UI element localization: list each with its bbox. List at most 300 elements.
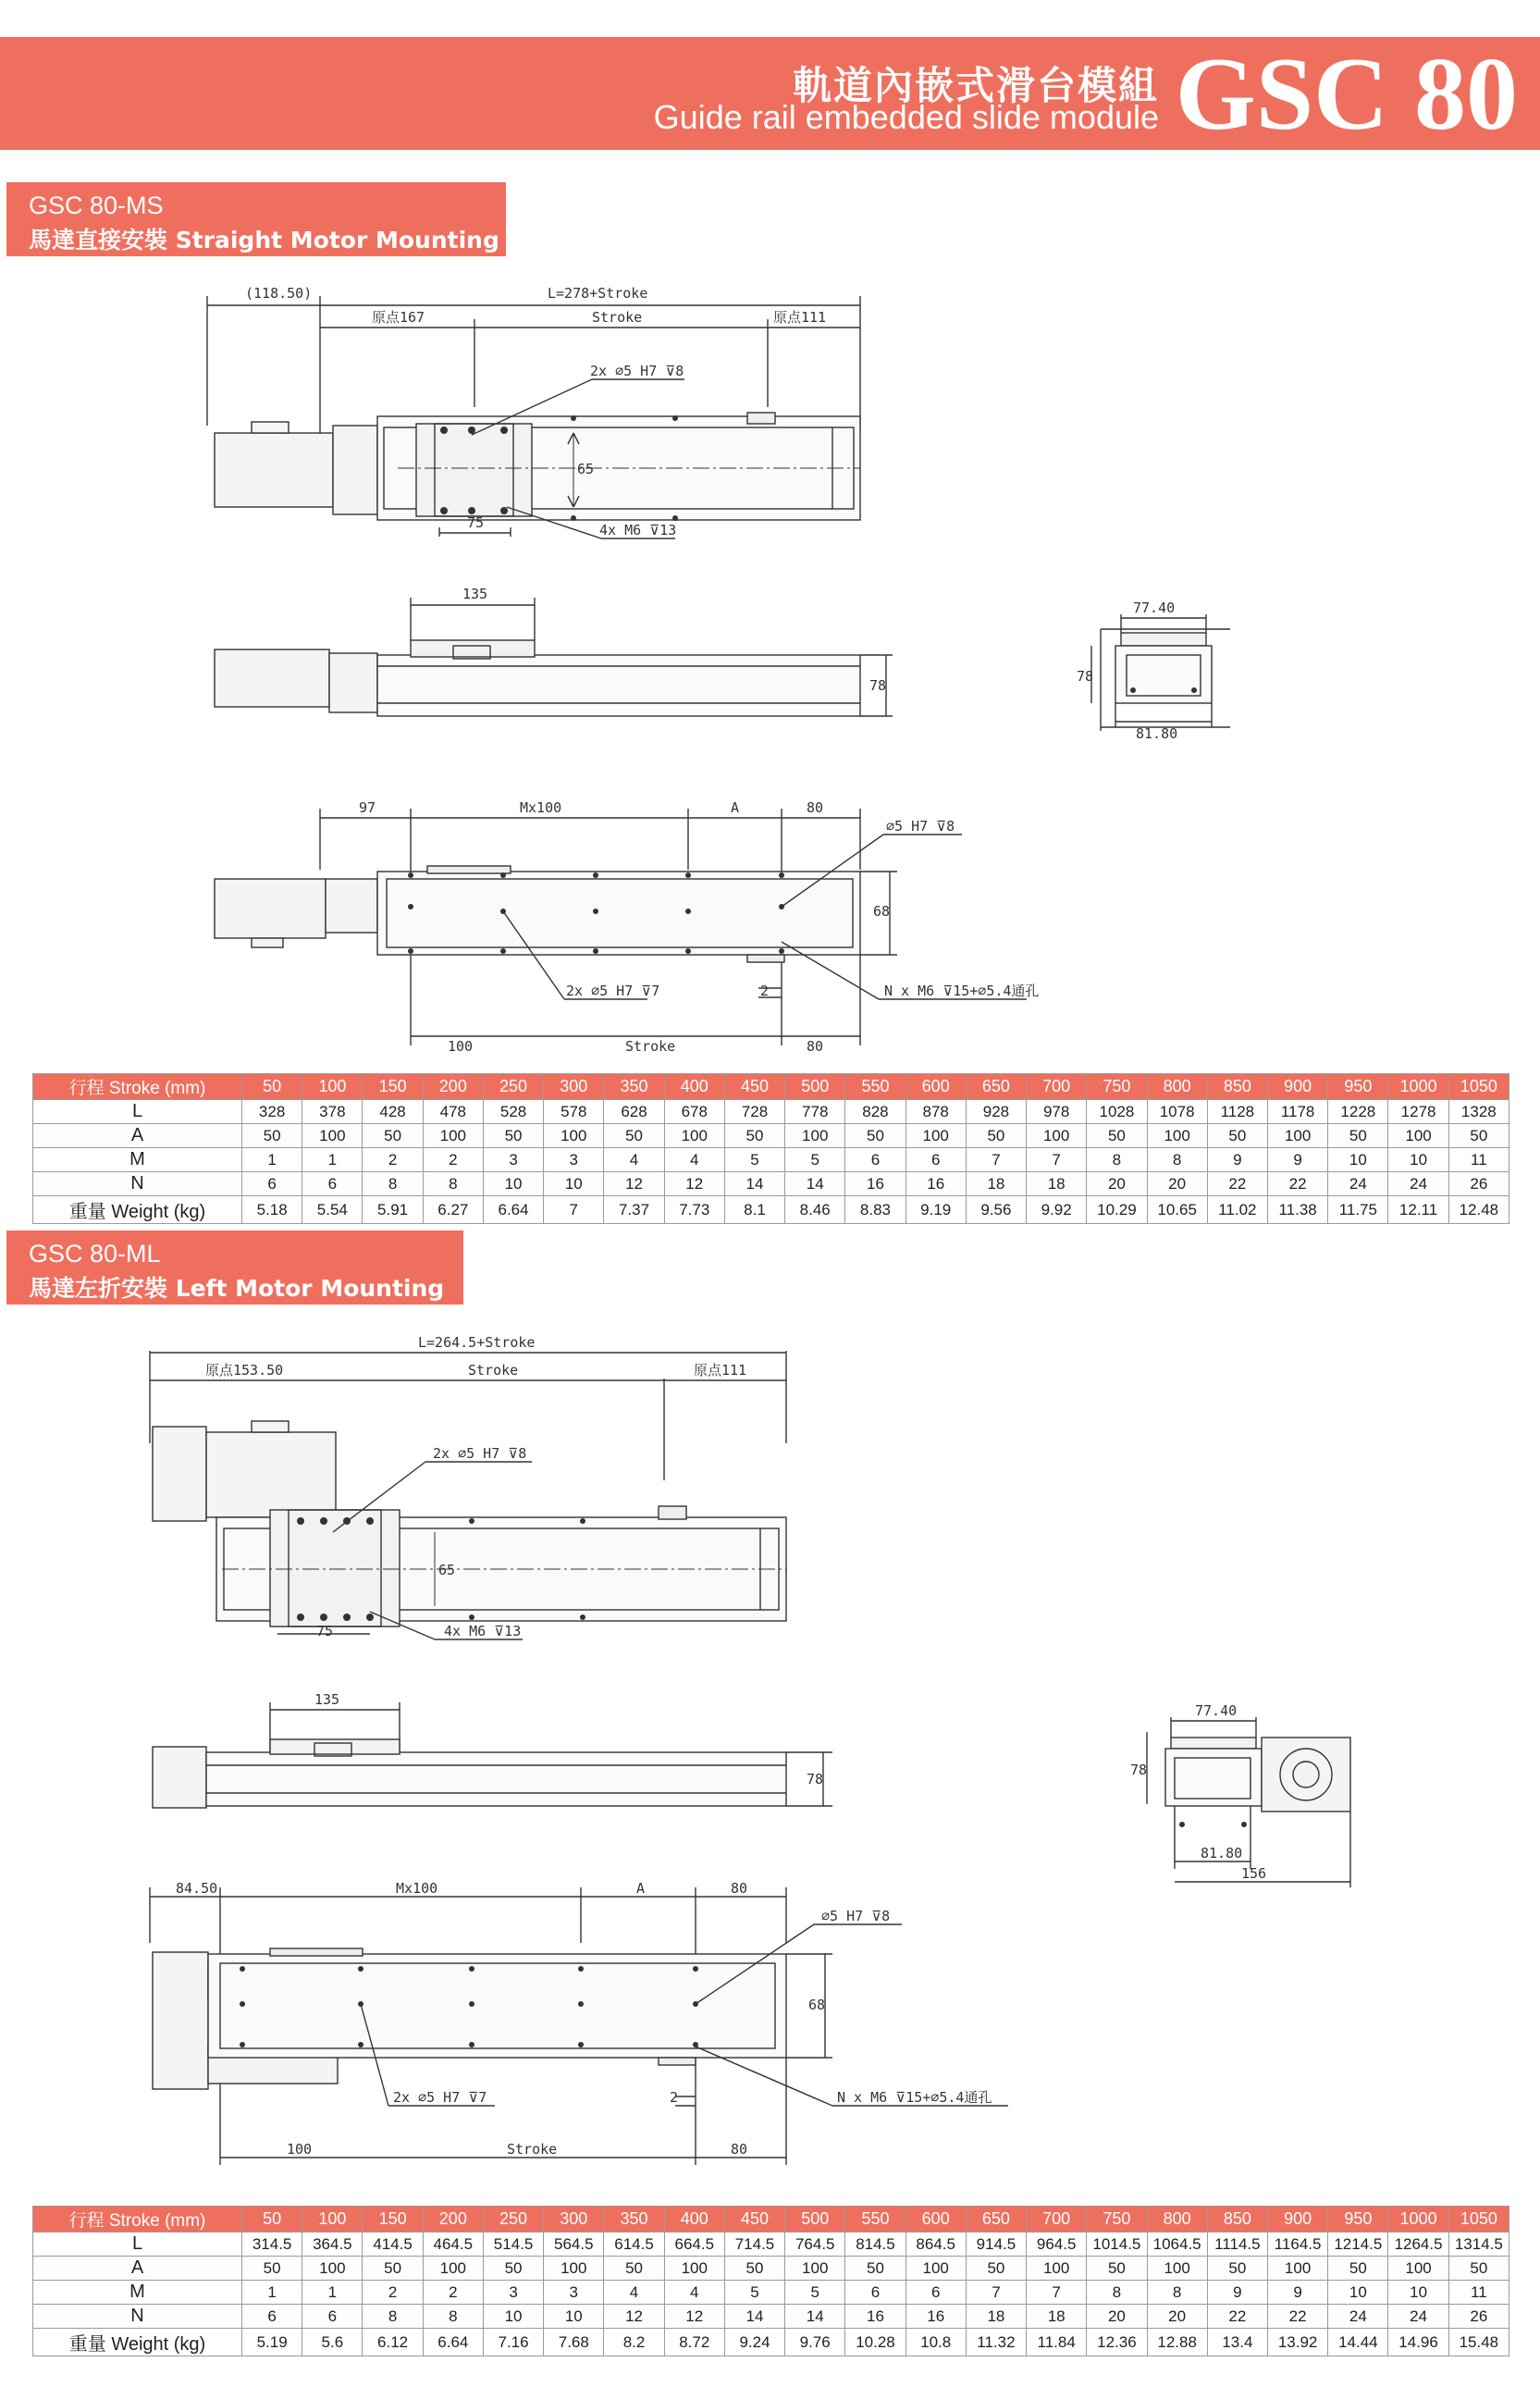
table-head-stroke: 1000 [1388, 2207, 1448, 2232]
s2-dim-hole-bottom: 4x M6 ⊽13 [444, 1623, 522, 1639]
table-cell: 10.8 [906, 2329, 966, 2356]
table-cell: 728 [724, 1100, 784, 1124]
table-cell: 7.73 [664, 1196, 724, 1224]
table-head-stroke: 250 [483, 1074, 543, 1100]
table-cell: 10 [1388, 1148, 1448, 1172]
table-cell: 50 [845, 2257, 906, 2281]
table-cell: 8 [363, 2305, 423, 2329]
table-cell: 24 [1328, 1172, 1388, 1196]
table-cell: 2 [423, 2281, 483, 2305]
table-head-stroke: 500 [785, 2207, 845, 2232]
table-cell: 1028 [1087, 1100, 1147, 1124]
s1-dim-mx100: Mx100 [520, 799, 562, 816]
table-head-stroke: 550 [845, 2207, 906, 2232]
table-head-stroke: 700 [1027, 1074, 1087, 1100]
table-cell: 3 [483, 1148, 543, 1172]
s2-dim-hole-2x: 2x ⌀5 H7 ⊽7 [393, 2089, 487, 2106]
table-cell: 22 [1267, 1172, 1327, 1196]
table-cell: 24 [1388, 2305, 1448, 2329]
section2-code: GSC 80-ML [29, 1240, 161, 1268]
table-cell: 8 [423, 1172, 483, 1196]
table-cell: 50 [1087, 2257, 1147, 2281]
table-cell: 5 [724, 2281, 784, 2305]
table-head-stroke: 500 [785, 1074, 845, 1100]
table-cell: 11 [1448, 1148, 1509, 1172]
table-row [33, 2232, 1509, 2257]
table-row-label: L [33, 1100, 242, 1124]
table-cell: 12.88 [1147, 2329, 1207, 2356]
table-head-stroke: 750 [1087, 1074, 1147, 1100]
table-head-stroke: 950 [1328, 1074, 1388, 1100]
table-row [33, 2281, 1509, 2305]
table-cell: 11 [1448, 2281, 1509, 2305]
table-cell: 1214.5 [1328, 2232, 1388, 2257]
s2-dim-thru: N x M6 ⊽15+⌀5.4通孔 [837, 2089, 992, 2106]
section2-banner [6, 1231, 463, 1305]
table-row [33, 1196, 1509, 1224]
table-cell: 16 [845, 2305, 906, 2329]
table-head-stroke: 400 [664, 1074, 724, 1100]
s1-dim-hole-top: 2x ⌀5 H7 ⊽8 [590, 363, 684, 379]
table-cell: 8 [423, 2305, 483, 2329]
table-cell: 7 [1027, 1148, 1087, 1172]
table-cell: 10 [1328, 2281, 1388, 2305]
table-cell: 6.64 [483, 1196, 543, 1224]
table-head-stroke: 900 [1267, 2207, 1327, 2232]
table-head-label: 行程 Stroke (mm) [33, 1074, 242, 1100]
table-head-stroke: 150 [363, 1074, 423, 1100]
section2-title: 馬達左折安裝 Left Motor Mounting [29, 1275, 445, 1302]
table-cell: 50 [1087, 1124, 1147, 1148]
table-cell: 9.76 [785, 2329, 845, 2356]
table-row [33, 1148, 1509, 1172]
table-cell: 6 [906, 1148, 966, 1172]
s2-dim-78-end: 78 [1130, 1762, 1148, 1778]
table-cell: 50 [483, 2257, 543, 2281]
table-head-stroke: 250 [483, 2207, 543, 2232]
table-cell: 8 [1087, 1148, 1147, 1172]
table-cell: 714.5 [724, 2232, 784, 2257]
table-cell: 1314.5 [1448, 2232, 1509, 2257]
table-head-stroke: 600 [906, 1074, 966, 1100]
table-cell: 7 [544, 1196, 604, 1224]
s1-dim-thru: N x M6 ⊽15+⌀5.4通孔 [884, 983, 1040, 999]
table-cell: 13.4 [1207, 2329, 1267, 2356]
table-head-label: 行程 Stroke (mm) [33, 2207, 242, 2232]
table-cell: 5 [724, 1148, 784, 1172]
table-cell: 20 [1087, 2305, 1147, 2329]
table-cell: 1178 [1267, 1100, 1327, 1124]
table-cell: 1114.5 [1207, 2232, 1267, 2257]
table-cell: 100 [785, 1124, 845, 1148]
table-cell: 14.96 [1388, 2329, 1448, 2356]
table-row [33, 2257, 1509, 2281]
table-cell: 100 [1027, 1124, 1087, 1148]
table-cell: 464.5 [423, 2232, 483, 2257]
table-cell: 12 [604, 2305, 664, 2329]
table-cell: 5.19 [242, 2329, 302, 2356]
table-cell: 4 [604, 2281, 664, 2305]
table-head-stroke: 800 [1147, 2207, 1207, 2232]
table-cell: 1014.5 [1087, 2232, 1147, 2257]
table-cell: 6 [302, 2305, 363, 2329]
table-cell: 8.72 [664, 2329, 724, 2356]
table-cell: 314.5 [242, 2232, 302, 2257]
table-head-stroke: 150 [363, 2207, 423, 2232]
table-cell: 20 [1087, 1172, 1147, 1196]
table-cell: 3 [483, 2281, 543, 2305]
table-cell: 50 [604, 2257, 664, 2281]
table-cell: 100 [1147, 2257, 1207, 2281]
table-cell: 514.5 [483, 2232, 543, 2257]
s2-dim-100: 100 [287, 2141, 313, 2158]
table-row-label: L [33, 2232, 242, 2257]
table-cell: 2 [363, 2281, 423, 2305]
s1-dim-65: 65 [577, 461, 595, 477]
table-head-stroke: 200 [423, 1074, 483, 1100]
table-cell: 18 [1027, 2305, 1087, 2329]
table-cell: 9.56 [966, 1196, 1026, 1224]
table-row-label: N [33, 2305, 242, 2329]
s2-dim-156: 156 [1241, 1865, 1267, 1882]
table-row [33, 1124, 1509, 1148]
table-cell: 764.5 [785, 2232, 845, 2257]
table-cell: 428 [363, 1100, 423, 1124]
s2-dim-2: 2 [670, 2089, 679, 2106]
s2-dim-length: L=264.5+Stroke [418, 1334, 536, 1351]
table-cell: 12 [664, 1172, 724, 1196]
table-cell: 1228 [1328, 1100, 1388, 1124]
s2-dim-135: 135 [314, 1691, 340, 1708]
table-cell: 10.65 [1147, 1196, 1207, 1224]
table-cell: 8.83 [845, 1196, 906, 1224]
table-cell: 7.37 [604, 1196, 664, 1224]
table-cell: 6 [242, 2305, 302, 2329]
s2-dim-78: 78 [807, 1771, 824, 1787]
s2-dim-68: 68 [808, 1997, 826, 2013]
s2-dim-origin-right: 原点111 [694, 1362, 747, 1379]
table-cell: 478 [423, 1100, 483, 1124]
table-cell: 22 [1267, 2305, 1327, 2329]
table-cell: 50 [242, 1124, 302, 1148]
table-cell: 7.68 [544, 2329, 604, 2356]
s1-dim-length: L=278+Stroke [548, 285, 648, 302]
table-cell: 6.12 [363, 2329, 423, 2356]
table-head-stroke: 50 [242, 1074, 302, 1100]
s2-dim-65: 65 [438, 1562, 456, 1578]
table-cell: 2 [423, 1148, 483, 1172]
table-row [33, 2305, 1509, 2329]
table-cell: 50 [1448, 2257, 1509, 2281]
table-cell: 878 [906, 1100, 966, 1124]
table-head-stroke: 350 [604, 2207, 664, 2232]
table-cell: 100 [423, 2257, 483, 2281]
table-cell: 3 [544, 1148, 604, 1172]
table-cell: 16 [906, 1172, 966, 1196]
table-header-row [33, 2207, 1509, 2232]
table-head-stroke: 700 [1027, 2207, 1087, 2232]
table-cell: 864.5 [906, 2232, 966, 2257]
table-head-stroke: 1050 [1448, 2207, 1509, 2232]
table-head-stroke: 950 [1328, 2207, 1388, 2232]
table-cell: 6.27 [423, 1196, 483, 1224]
table-cell: 414.5 [363, 2232, 423, 2257]
table-cell: 1078 [1147, 1100, 1207, 1124]
table-cell: 100 [544, 1124, 604, 1148]
table-cell: 9 [1267, 1148, 1327, 1172]
table-cell: 10 [1388, 2281, 1448, 2305]
table-cell: 18 [966, 1172, 1026, 1196]
table-cell: 100 [1147, 1124, 1207, 1148]
s1-dim-78-end: 78 [1077, 668, 1094, 685]
table-cell: 50 [724, 2257, 784, 2281]
table-cell: 12 [604, 1172, 664, 1196]
table-cell: 26 [1448, 1172, 1509, 1196]
table-cell: 10 [1328, 1148, 1388, 1172]
table-cell: 10 [544, 1172, 604, 1196]
table-cell: 5 [785, 1148, 845, 1172]
table-cell: 100 [664, 1124, 724, 1148]
s2-dim-stroke: Stroke [468, 1362, 519, 1379]
table-cell: 364.5 [302, 2232, 363, 2257]
table-cell: 100 [1267, 1124, 1327, 1148]
s2-dim-hole-d5: ⌀5 H7 ⊽8 [821, 1908, 891, 1924]
table-cell: 6 [845, 1148, 906, 1172]
s1-dim-origin-right: 原点111 [773, 309, 827, 326]
table-cell: 2 [363, 1148, 423, 1172]
s1-dim-81-80: 81.80 [1136, 725, 1178, 742]
s1-dim-75: 75 [467, 514, 485, 531]
table-cell: 10.28 [845, 2329, 906, 2356]
header-model: GSC 80 [1175, 37, 1518, 152]
table-cell: 6.64 [423, 2329, 483, 2356]
table-cell: 8.1 [724, 1196, 784, 1224]
table-cell: 100 [906, 2257, 966, 2281]
table-cell: 664.5 [664, 2232, 724, 2257]
table-header-row [33, 1074, 1509, 1100]
table-cell: 50 [363, 2257, 423, 2281]
table-cell: 14 [724, 2305, 784, 2329]
table-head-stroke: 900 [1267, 1074, 1327, 1100]
table-cell: 10.29 [1087, 1196, 1147, 1224]
table-cell: 100 [664, 2257, 724, 2281]
table-cell: 5.6 [302, 2329, 363, 2356]
table-cell: 50 [1207, 1124, 1267, 1148]
s1-dim-80-bottom: 80 [807, 1038, 824, 1055]
table-cell: 3 [544, 2281, 604, 2305]
table-cell: 20 [1147, 2305, 1207, 2329]
table-cell: 50 [1207, 2257, 1267, 2281]
table-head-stroke: 200 [423, 2207, 483, 2232]
table-cell: 16 [906, 2305, 966, 2329]
table-cell: 11.38 [1267, 1196, 1327, 1224]
header-title-cn: 軌道內嵌式滑台模組 [792, 63, 1159, 108]
s2-dim-stroke-bottom: Stroke [507, 2141, 558, 2158]
table-row-label: M [33, 1148, 242, 1172]
s1-dim-hole-2x: 2x ⌀5 H7 ⊽7 [566, 983, 660, 999]
table-cell: 1 [302, 1148, 363, 1172]
table-cell: 8 [363, 1172, 423, 1196]
table-row [33, 1100, 1509, 1124]
s1-dim-a: A [731, 799, 740, 816]
table-cell: 11.32 [966, 2329, 1026, 2356]
table-cell: 778 [785, 1100, 845, 1124]
table-cell: 564.5 [544, 2232, 604, 2257]
table-cell: 5.54 [302, 1196, 363, 1224]
table-cell: 10 [544, 2305, 604, 2329]
table-cell: 50 [1448, 1124, 1509, 1148]
table-cell: 11.84 [1027, 2329, 1087, 2356]
table-cell: 1328 [1448, 1100, 1509, 1124]
table-cell: 578 [544, 1100, 604, 1124]
table-cell: 7 [966, 2281, 1026, 2305]
table-cell: 5 [785, 2281, 845, 2305]
table-cell: 8 [1147, 1148, 1207, 1172]
table-cell: 10 [483, 2305, 543, 2329]
table-cell: 1 [242, 1148, 302, 1172]
table-cell: 24 [1328, 2305, 1388, 2329]
table-cell: 50 [1328, 1124, 1388, 1148]
table-cell: 6 [302, 1172, 363, 1196]
table-cell: 1 [242, 2281, 302, 2305]
table-head-stroke: 850 [1207, 1074, 1267, 1100]
table-head-stroke: 1000 [1388, 1074, 1448, 1100]
table-cell: 828 [845, 1100, 906, 1124]
s2-dim-a: A [636, 1880, 646, 1897]
table-cell: 50 [724, 1124, 784, 1148]
table-row-label: A [33, 1124, 242, 1148]
table-head-stroke: 600 [906, 2207, 966, 2232]
s2-dim-80-bottom: 80 [731, 2141, 748, 2158]
table-cell: 15.48 [1448, 2329, 1509, 2356]
table-cell: 11.02 [1207, 1196, 1267, 1224]
table-row-label: 重量 Weight (kg) [33, 1196, 242, 1224]
table-cell: 9.24 [724, 2329, 784, 2356]
table-cell: 12 [664, 2305, 724, 2329]
s2-dim-75: 75 [316, 1623, 334, 1639]
table-cell: 14.44 [1328, 2329, 1388, 2356]
table-cell: 100 [1267, 2257, 1327, 2281]
table-cell: 8.2 [604, 2329, 664, 2356]
table-cell: 9 [1207, 1148, 1267, 1172]
table-cell: 100 [1388, 2257, 1448, 2281]
table-cell: 18 [966, 2305, 1026, 2329]
table-row [33, 1172, 1509, 1196]
s2-dim-hole-top: 2x ⌀5 H7 ⊽8 [433, 1445, 527, 1462]
table-cell: 328 [242, 1100, 302, 1124]
table-head-stroke: 550 [845, 1074, 906, 1100]
s1-dim-97: 97 [359, 799, 376, 816]
table-cell: 100 [544, 2257, 604, 2281]
table-cell: 614.5 [604, 2232, 664, 2257]
table-cell: 7.16 [483, 2329, 543, 2356]
table-cell: 100 [1388, 1124, 1448, 1148]
table-row-label: A [33, 2257, 242, 2281]
table-cell: 9.92 [1027, 1196, 1087, 1224]
section2-spec-table [32, 2206, 1509, 2356]
table-head-stroke: 300 [544, 1074, 604, 1100]
table-cell: 6 [845, 2281, 906, 2305]
s1-dim-origin-left: 原点167 [372, 309, 425, 326]
table-cell: 8 [1147, 2281, 1207, 2305]
table-cell: 528 [483, 1100, 543, 1124]
table-cell: 4 [604, 1148, 664, 1172]
table-cell: 22 [1207, 2305, 1267, 2329]
s1-dim-100: 100 [448, 1038, 474, 1055]
table-head-stroke: 650 [966, 2207, 1026, 2232]
table-cell: 13.92 [1267, 2329, 1327, 2356]
header-title-en: Guide rail embedded slide module [653, 98, 1159, 136]
table-cell: 26 [1448, 2305, 1509, 2329]
table-cell: 8.46 [785, 1196, 845, 1224]
s2-dim-77-40: 77.40 [1195, 1702, 1238, 1719]
table-head-stroke: 750 [1087, 2207, 1147, 2232]
table-head-stroke: 300 [544, 2207, 604, 2232]
s1-dim-stroke-bottom: Stroke [625, 1038, 676, 1055]
table-cell: 1264.5 [1388, 2232, 1448, 2257]
table-cell: 50 [1328, 2257, 1388, 2281]
table-head-stroke: 850 [1207, 2207, 1267, 2232]
section1-drawings [0, 268, 1540, 1073]
table-cell: 914.5 [966, 2232, 1026, 2257]
s1-dim-stroke: Stroke [592, 309, 643, 326]
table-cell: 100 [785, 2257, 845, 2281]
s2-dim-origin-left: 原点153.50 [205, 1362, 284, 1379]
table-cell: 10 [483, 1172, 543, 1196]
table-cell: 1064.5 [1147, 2232, 1207, 2257]
table-cell: 9.19 [906, 1196, 966, 1224]
table-cell: 1128 [1207, 1100, 1267, 1124]
table-cell: 978 [1027, 1100, 1087, 1124]
table-cell: 4 [664, 2281, 724, 2305]
table-cell: 814.5 [845, 2232, 906, 2257]
s1-dim-135: 135 [462, 586, 488, 602]
table-head-stroke: 400 [664, 2207, 724, 2232]
table-cell: 12.36 [1087, 2329, 1147, 2356]
table-cell: 16 [845, 1172, 906, 1196]
table-cell: 678 [664, 1100, 724, 1124]
table-cell: 18 [1027, 1172, 1087, 1196]
s1-dim-78: 78 [869, 677, 887, 694]
table-cell: 14 [785, 1172, 845, 1196]
table-cell: 5.91 [363, 1196, 423, 1224]
table-head-stroke: 650 [966, 1074, 1026, 1100]
table-cell: 628 [604, 1100, 664, 1124]
table-cell: 964.5 [1027, 2232, 1087, 2257]
table-row-label: N [33, 1172, 242, 1196]
table-cell: 100 [906, 1124, 966, 1148]
table-head-stroke: 100 [302, 1074, 363, 1100]
table-row [33, 2329, 1509, 2356]
table-cell: 24 [1388, 1172, 1448, 1196]
table-cell: 14 [724, 1172, 784, 1196]
table-cell: 928 [966, 1100, 1026, 1124]
table-head-stroke: 450 [724, 2207, 784, 2232]
table-cell: 9 [1207, 2281, 1267, 2305]
table-row-label: 重量 Weight (kg) [33, 2329, 242, 2356]
table-cell: 100 [423, 1124, 483, 1148]
s1-dim-offset: (118.50) [245, 285, 313, 302]
table-cell: 50 [604, 1124, 664, 1148]
s1-dim-2: 2 [760, 983, 770, 999]
table-cell: 12.11 [1388, 1196, 1448, 1224]
section1-title: 馬達直接安裝 Straight Motor Mounting [29, 227, 499, 254]
table-head-stroke: 800 [1147, 1074, 1207, 1100]
table-cell: 378 [302, 1100, 363, 1124]
s1-dim-68: 68 [873, 903, 891, 920]
table-cell: 8 [1087, 2281, 1147, 2305]
table-cell: 9 [1267, 2281, 1327, 2305]
